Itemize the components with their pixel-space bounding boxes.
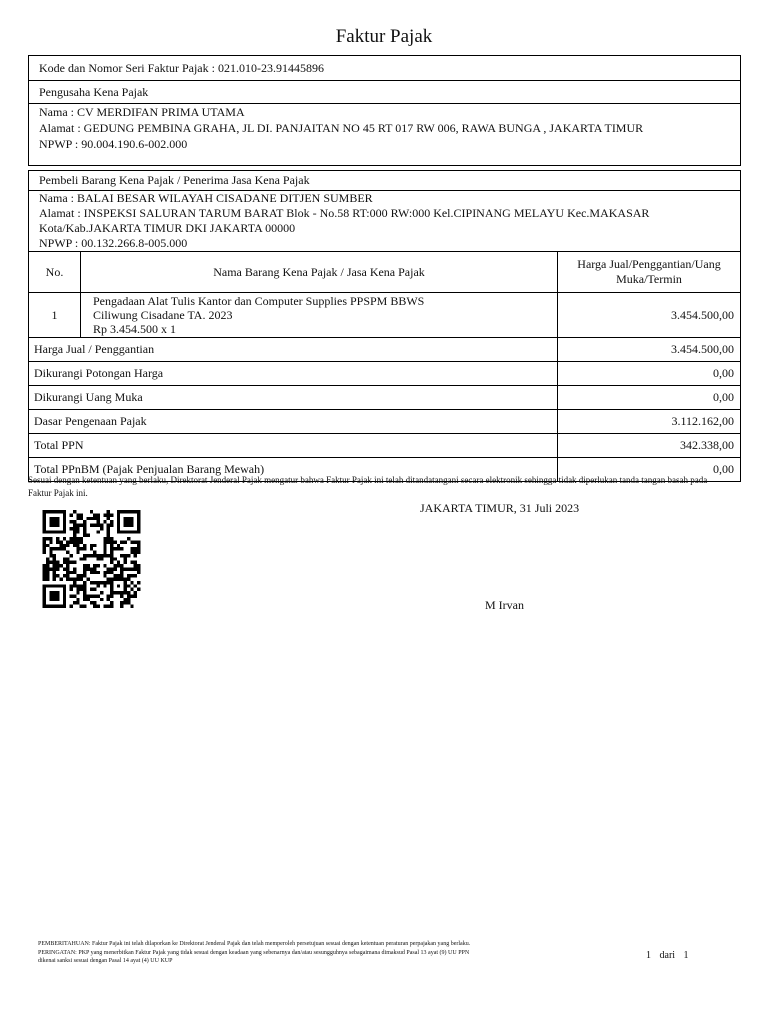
summary-row [29,386,741,410]
summary-value: 342.338,00 [558,434,741,458]
summary-row [29,362,741,386]
buyer-npwp: NPWP : 00.132.266.8-005.000 [39,236,188,250]
col-header-amount: Harga Jual/Penggantian/Uang Muka/Termin [558,252,741,293]
summary-value: 0,00 [558,458,741,482]
buyer-name: Nama : BALAI BESAR WILAYAH CISADANE DITJEN SUMBER [39,191,373,205]
invoice-code-box [28,55,741,81]
document-title: Faktur Pajak [335,26,433,47]
buyer-details-box [28,190,741,252]
summary-label: Harga Jual / Penggantian [29,338,558,362]
table-row [29,293,741,338]
summary-row [29,434,741,458]
summary-label: Total PPN [29,434,558,458]
seller-name: Nama : CV MERDIFAN PRIMA UTAMA [39,105,245,119]
table-header-row [29,252,741,293]
summary-value: 3.112.162,00 [558,410,741,434]
page-number [646,950,695,961]
item-description [81,293,558,338]
buyer-address-line1: Alamat : INSPEKSI SALURAN TARUM BARAT Blok - No.58 RT:000 RW:000 Kel.CIPINANG MELAYU Kec.MAKASAR [39,206,650,220]
items-table [28,251,741,482]
footer-notice: PEMBERITAHUAN: Faktur Pajak ini telah dilaporkan ke Direktorat Jenderal Pajak dan telah memperoleh persetujuan sesuai dengan ketentuan peraturan perpajakan yang berlaku. PERINGATAN: PKP yang menerbitkan Faktur Pajak yang tidak sesuai dengan keadaan yang sebenarnya dan/atau sesungguhnya sebagaimana dimaksud Pasal 13 ayat (9) UU PPN dikenai sanksi sesuai dengan Pasal 14 ayat (4) UU KUP [38,941,471,964]
item-line1: Pengadaan Alat Tulis Kantor dan Computer Supplies PPSPM BBWS [93,294,425,308]
col-header-no: No. [29,252,81,293]
seller-npwp: NPWP : 90.004.190.6-002.000 [39,137,188,151]
summary-label: Total PPnBM (Pajak Penjualan Barang Mewah) [29,458,558,482]
page-current: 1 [646,950,651,961]
summary-label: Dikurangi Uang Muka [29,386,558,410]
seller-address: Alamat : GEDUNG PEMBINA GRAHA, JL DI. PANJAITAN NO 45 RT 017 RW 006, RAWA BUNGA , JAKARTA TIMUR [39,121,644,135]
invoice-code: Kode dan Nomor Seri Faktur Pajak : 021.010-23.91445896 [39,61,324,75]
item-amount: 3.454.500,00 [558,293,741,338]
seller-header: Pengusaha Kena Pajak [39,85,149,99]
seller-details-box [28,103,741,166]
col-header-name: Nama Barang Kena Pajak / Jasa Kena Pajak [81,252,558,293]
page-of-label: dari [659,950,676,961]
page-total: 1 [683,950,689,961]
summary-row [29,338,741,362]
seller-header-box [28,80,741,104]
buyer-header: Pembeli Barang Kena Pajak / Penerima Jasa Kena Pajak [39,173,310,187]
summary-row [29,410,741,434]
e-signature-note: Sesuai dengan ketentuan yang berlaku, Direktorat Jenderal Pajak mengatur bahwa Faktur Pajak ini telah ditandatangani secara elektronik sehingga tidak diperlukan tanda tangan basah pada Faktur Pajak ini. [28,475,708,498]
buyer-header-box [28,170,741,191]
item-no: 1 [29,293,81,338]
summary-value: 0,00 [558,362,741,386]
summary-label: Dikurangi Potongan Harga [29,362,558,386]
buyer-address-line2: Kota/Kab.JAKARTA TIMUR DKI JAKARTA 00000 [39,221,296,235]
summary-value: 0,00 [558,386,741,410]
place-date: JAKARTA TIMUR, 31 Juli 2023 [420,501,580,515]
summary-value: 3.454.500,00 [558,338,741,362]
signer-name: M Irvan [485,598,524,612]
item-line3: Rp 3.454.500 x 1 [93,322,177,336]
qr-code-icon [40,510,143,608]
summary-label: Dasar Pengenaan Pajak [29,410,558,434]
item-line2: Ciliwung Cisadane TA. 2023 [93,308,233,322]
